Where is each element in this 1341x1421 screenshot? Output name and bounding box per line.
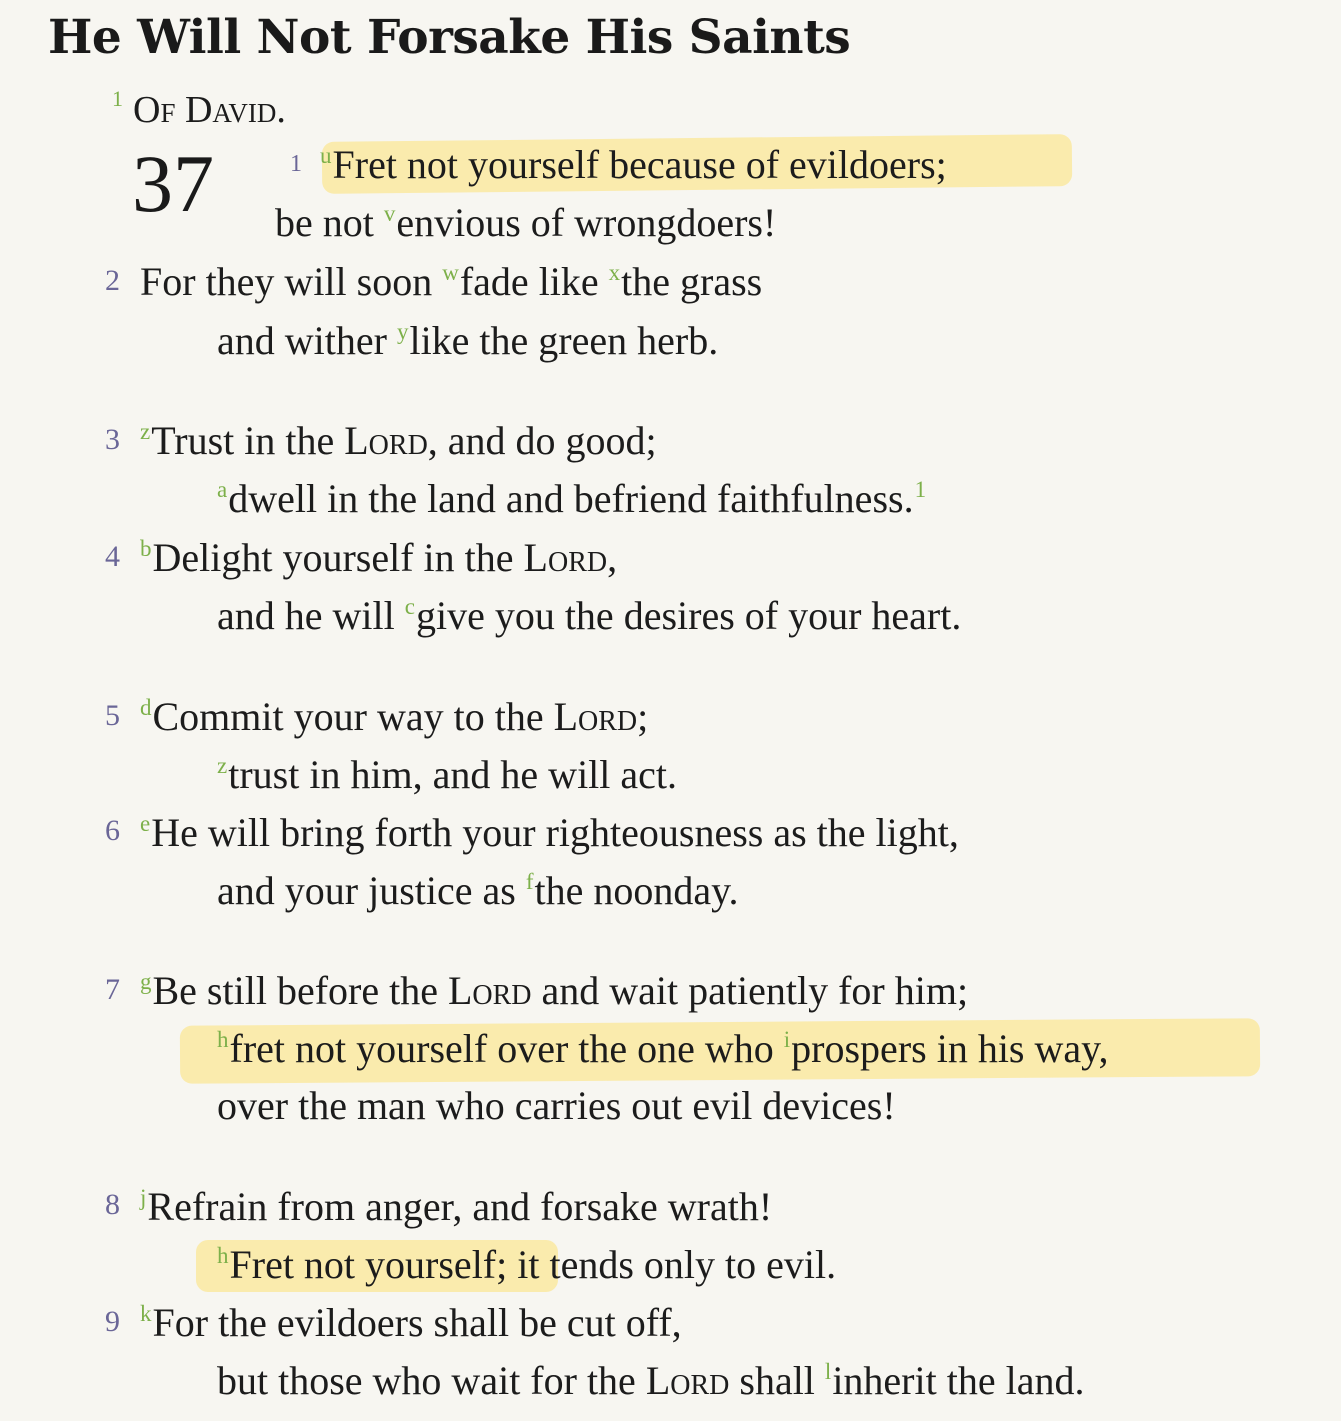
verse-text: Fret not yourself; [229, 1242, 508, 1287]
cross-reference-marker[interactable]: k [140, 1301, 152, 1326]
verse-text: over the man who carries out evil devices! [217, 1083, 896, 1128]
verse-text: For they will soon [140, 259, 443, 304]
verse-text: the noonday. [534, 868, 739, 913]
verse-number: 8 [105, 1188, 120, 1221]
verse-line[interactable] [217, 1028, 1109, 1069]
verse-text: it tends only to evil. [507, 1242, 837, 1287]
verse-text: give you the desires of your heart. [415, 593, 962, 638]
verse-line[interactable] [217, 320, 718, 361]
lord-small-caps: Lord [447, 968, 532, 1013]
verse-text: envious of wrongdoers! [396, 200, 777, 245]
verse-number: 9 [105, 1305, 120, 1338]
verse-line[interactable] [217, 754, 677, 795]
verse-text: , and do good; [427, 418, 657, 463]
verse-text: Be still before the [152, 968, 448, 1013]
verse-text: Delight yourself in the [152, 535, 524, 580]
cross-reference-marker[interactable]: u [320, 143, 332, 168]
verse-number: 6 [105, 814, 120, 847]
cross-reference-marker[interactable]: h [217, 1243, 229, 1268]
superscription [112, 88, 286, 129]
cross-reference-marker[interactable]: z [140, 419, 151, 444]
verse-line[interactable] [140, 261, 762, 302]
verse-text: He will bring forth your righteousness as the light, [151, 810, 959, 855]
verse-text: the grass [621, 259, 763, 304]
verse-text: shall [729, 1358, 825, 1403]
verse-text: Refrain from anger, and forsake wrath! [147, 1184, 773, 1229]
cross-reference-marker[interactable]: g [140, 969, 152, 994]
verse-number: 7 [105, 973, 120, 1006]
chapter-number: 37 [132, 138, 214, 229]
cross-reference-marker[interactable]: x [608, 260, 621, 285]
section-heading: He Will Not Forsake His Saints [48, 10, 851, 65]
verse-line[interactable] [275, 202, 776, 243]
verse-text: like the green herb. [409, 318, 719, 363]
verse-text: Fret not yourself because of evildoers; [332, 142, 947, 187]
verse-line[interactable] [217, 1083, 896, 1128]
verse-number: 4 [105, 540, 120, 573]
cross-reference-marker[interactable]: h [217, 1027, 229, 1052]
verse-line[interactable] [217, 870, 739, 911]
verse-text: trust in him, and he will act. [228, 752, 678, 797]
verse-text: and wait patiently for him; [531, 968, 969, 1013]
verse-line[interactable] [140, 812, 959, 853]
verse-text: and your justice as [217, 868, 526, 913]
verse-line[interactable] [217, 1360, 1084, 1401]
verse-text: ; [637, 694, 649, 739]
verse-line[interactable] [140, 1302, 682, 1343]
verse-text: , [607, 535, 618, 580]
cross-reference-marker[interactable]: d [140, 695, 152, 720]
verse-line[interactable] [217, 478, 926, 519]
verse-line[interactable] [140, 970, 968, 1011]
cross-reference-marker[interactable]: i [783, 1027, 791, 1052]
verse-text: fret not yourself over the one who [229, 1026, 784, 1071]
cross-reference-marker[interactable]: c [404, 594, 415, 619]
footnote-marker[interactable]: 1 [914, 477, 927, 502]
verse-text: For the evildoers shall be cut off, [152, 1300, 682, 1345]
verse-text: Trust in the [151, 418, 345, 463]
cross-reference-marker[interactable]: y [396, 319, 409, 344]
verse-line[interactable] [320, 144, 947, 185]
verse-number: 1 [290, 151, 302, 177]
verse-line[interactable] [140, 1186, 772, 1227]
lord-small-caps: Lord [645, 1358, 730, 1403]
verse-number: 5 [105, 699, 120, 732]
cross-reference-marker[interactable]: e [140, 811, 151, 836]
verse-line[interactable] [217, 595, 961, 636]
superscription-text: Of David. [133, 89, 286, 131]
verse-text: dwell in the land and befriend faithfulness. [228, 476, 914, 521]
verse-text: fade like [459, 259, 609, 304]
verse-text: and wither [217, 318, 397, 363]
cross-reference-marker[interactable]: z [217, 753, 228, 778]
cross-reference-marker[interactable]: l [824, 1359, 832, 1384]
cross-reference-marker[interactable]: b [140, 536, 152, 561]
verse-line[interactable] [140, 420, 657, 461]
verse-number: 2 [105, 264, 120, 297]
lord-small-caps: Lord [523, 535, 608, 580]
verse-text: and he will [217, 593, 405, 638]
lord-small-caps: Lord [553, 694, 638, 739]
cross-reference-marker[interactable]: v [383, 201, 396, 226]
cross-reference-marker[interactable]: j [140, 1185, 147, 1210]
verse-number: 3 [105, 423, 120, 456]
verse-text: but those who wait for the [217, 1358, 646, 1403]
verse-line[interactable] [217, 1244, 836, 1285]
cross-reference-marker[interactable]: f [525, 869, 534, 894]
cross-reference-marker[interactable]: a [217, 477, 228, 502]
superscription-verse-number: 1 [112, 86, 123, 111]
verse-line[interactable] [140, 696, 648, 737]
lord-small-caps: Lord [344, 418, 428, 463]
verse-text: be not [275, 200, 384, 245]
cross-reference-marker[interactable]: w [442, 260, 459, 285]
verse-text: Commit your way to the [152, 694, 554, 739]
verse-line[interactable] [140, 537, 617, 578]
verse-text: inherit the land. [832, 1358, 1085, 1403]
verse-text: prospers in his way, [791, 1026, 1109, 1071]
